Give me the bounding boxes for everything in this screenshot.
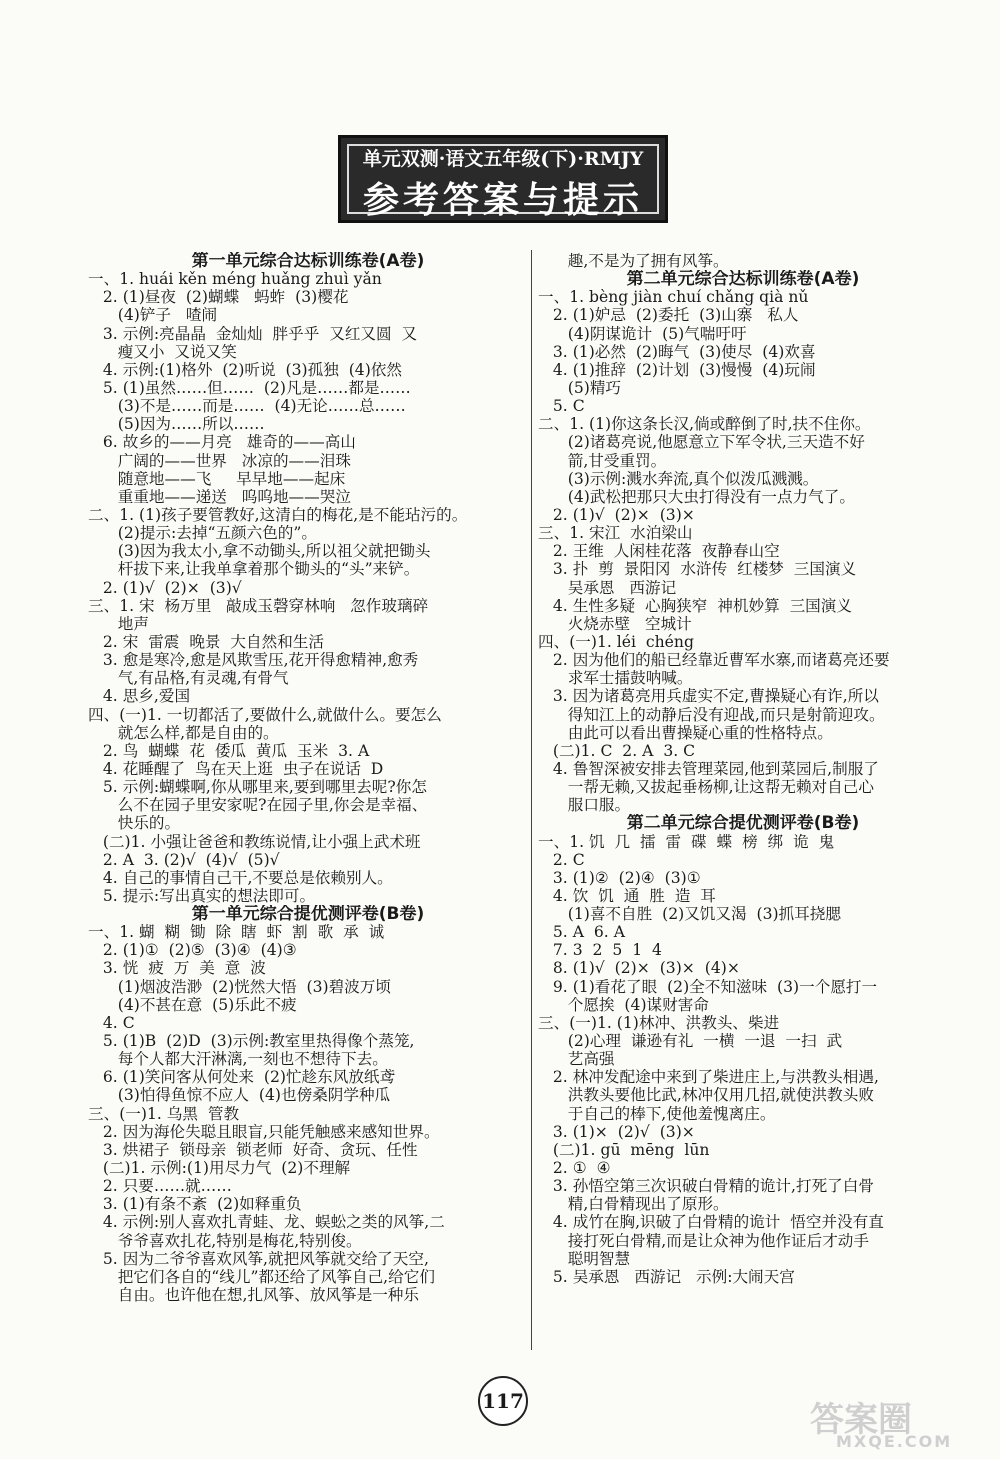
answer-line: (二)1. 示例:(1)用尽力气 (2)不理解 [88,1159,351,1178]
answer-line: 4. 鲁智深被安排去管理菜园,他到菜园后,制服了 [538,759,879,778]
answer-line: 个愿挨 (4)谋财害命 [538,995,709,1014]
answer-line: 2. 鸟 蝴蝶 花 倭瓜 黄瓜 玉米 3. A [88,741,370,760]
answer-line: 自由。也许他在想,扎风筝、放风筝是一种乐 [88,1286,419,1305]
answer-line: (4)不甚在意 (5)乐此不疲 [88,995,297,1014]
answer-line: 二、1. (1)你这条长汉,倘或醉倒了时,扶不住你。 [538,415,871,434]
answer-line: 9. (1)看花了眼 (2)全不知滋味 (3)一个愿打一 [538,977,878,996]
answer-line: 箭,甘受重罚。 [538,451,667,470]
answer-line: (3)因为我太小,拿不动锄头,所以祖父就把锄头 [88,542,431,561]
answer-line: 三、1. 宋江 水泊梁山 [538,524,693,543]
answer-line: 求军士擂鼓呐喊。 [538,669,693,688]
answer-line: 6. (1)笑问客从何处来 (2)忙趁东风放纸鸢 [88,1068,396,1087]
answer-line: 火烧赤壁 空城计 [538,614,692,633]
page-number: 117 [478,1376,528,1426]
section-heading: 第二单元综合达标训练卷(A卷) [626,270,860,289]
answer-line: 杆拔下来,让我单拿着那个锄头的“头”来铲。 [88,560,420,579]
answer-line: (3)示例:溅水奔流,真个似泼瓜溅溅。 [538,469,819,488]
answer-line: 2. 林冲发配途中来到了柴进庄上,与洪教头相遇, [538,1068,879,1087]
answer-line: 把它们各自的“线儿”都还给了风筝自己,给它们 [88,1267,435,1286]
answer-line: 2. 王维 人闲桂花落 夜静春山空 [538,542,780,561]
answer-line: (二)1. 小强让爸爸和教练说情,让小强上武术班 [88,832,421,851]
answer-line: 爷爷喜欢扎花,特别是梅花,特别俊。 [88,1231,362,1250]
answer-line: 2. 只要……就…… [88,1177,232,1196]
answer-line: 3. (1)必然 (2)晦气 (3)使尽 (4)欢喜 [538,342,816,361]
answer-line: 2. (1)妒忌 (2)委托 (3)山寨 私人 [538,306,799,325]
answer-line: 接打死白骨精,而是让众神为他作证后才动手 [538,1231,869,1250]
answer-line: 瘦又小 又说又笑 [88,342,237,361]
answer-line: 聪明智慧 [538,1249,631,1268]
answer-line: 一、1. bèng jiàn chuí chǎng qià nǔ [538,288,809,307]
answer-line: 5. 吴承恩 西游记 示例:大闹天宫 [538,1267,795,1286]
answer-line: 吴承恩 西游记 [538,578,677,597]
watermark-url: MXQE.COM [836,1432,953,1451]
answer-line: 一、1. 蝴 糊 锄 除 瞎 虾 割 歌 承 诚 [88,923,385,942]
answer-line: 三、1. 宋 杨万里 敲成玉磬穿林响 忽作玻璃碎 [88,596,429,615]
answer-line: 四、(一)1. léi chéng [538,632,694,651]
answer-line: 一、1. 饥 几 擂 雷 碟 蝶 榜 绑 诡 鬼 [538,832,835,851]
answer-line: 精,白骨精现出了原形。 [538,1195,729,1214]
answer-line: 服口服。 [538,796,631,815]
answer-line: 3. 恍 疲 万 美 意 波 [88,959,266,978]
answer-line: 3. 扑 剪 景阳冈 水浒传 红楼梦 三国演义 [538,560,857,579]
section-heading: 第二单元综合提优测评卷(B卷) [626,814,860,833]
banner-subtitle: 单元双测·语文五年级(下)·RMJY [362,148,644,170]
answer-line: 趣,不是为了拥有风筝。 [538,252,729,270]
answer-line: 5. (1)B (2)D (3)示例:教室里热得像个蒸笼, [88,1032,415,1051]
answer-line: 洪教头要他比武,林冲仅用几招,就使洪教头败 [538,1086,874,1105]
answer-line: (3)怕得鱼惊不应人 (4)也傍桑阴学种瓜 [88,1086,391,1105]
banner-title: 参考答案与提示 [362,179,643,221]
answer-line: 4. 花睡醒了 鸟在天上逛 虫子在说话 D [88,759,384,778]
right-column [538,252,948,1286]
answer-line: 2. ① ④ [538,1159,611,1178]
answer-line: 2. (1)√ (2)× (3)√ [88,578,242,597]
answer-line: 4. 饮 饥 通 胜 造 耳 [538,886,716,905]
column-divider [531,250,532,1350]
answer-line: (二)1. C 2. A 3. C [538,741,696,760]
answer-line: 3. 愈是寒冷,愈是风欺雪压,花开得愈精神,愈秀 [88,651,419,670]
answer-line: 2. A 3. (2)√ (4)√ (5)√ [88,850,280,869]
title-banner [338,135,668,223]
answer-line: (5)精巧 [538,378,622,397]
answer-line: 2. 因为他们的船已经靠近曹军水寨,而诸葛亮还要 [538,651,890,670]
answer-line: 地声 [88,614,149,633]
answer-line: (3)不是……而是…… (4)无论……总…… [88,397,406,416]
answer-line: 么不在园子里安家呢?在园子里,你会是幸福、 [88,796,428,815]
answer-line: 3. 烘裙子 锁母亲 锁老师 好奇、贪玩、任性 [88,1140,418,1159]
answer-line: (4)阴谋诡计 (5)气喘吁吁 [538,324,747,343]
answer-line: (2)心理 谦逊有礼 一横 一退 一扫 武 [538,1032,843,1051]
answer-line: 6. 故乡的——月亮 雄奇的——高山 [88,433,356,452]
answer-line: 重重地——递送 呜呜地——哭泣 [88,487,351,506]
answer-line: 4. 示例:(1)格外 (2)听说 (3)孤独 (4)依然 [88,360,402,379]
answer-line: (5)因为……所以…… [88,415,265,434]
answer-line: 2. C [538,850,585,869]
answer-line: 一帮无赖,又拔起垂杨柳,让这帮无赖对自己心 [538,778,874,797]
answer-line: (4)武松把那只大虫打得没有一点力气了。 [538,487,855,506]
answer-line: 2. 宋 雷震 晚景 大自然和生活 [88,632,324,651]
answer-line: (2)提示:去掉“五颜六色的”。 [88,524,317,543]
answer-line: 4. 示例:别人喜欢扎青蛙、龙、蜈蚣之类的风筝,二 [88,1213,445,1232]
answer-line: (2)诸葛亮说,他愿意立下军令状,三天造不好 [538,433,865,452]
answer-line: 5. A 6. A [538,923,625,942]
answer-line: (1)喜不自胜 (2)又饥又渴 (3)抓耳挠腮 [538,905,841,924]
answer-line: 于自己的棒下,使他羞愧离庄。 [538,1104,776,1123]
answer-line: 二、1. (1)孩子要管教好,这清白的梅花,是不能玷污的。 [88,505,468,524]
answer-line: 由此可以看出曹操疑心重的性格特点。 [538,723,833,742]
section-heading: 第一单元综合提优测评卷(B卷) [191,905,425,924]
answer-line: 4. 成竹在胸,识破了白骨精的诡计 悟空并没有直 [538,1213,884,1232]
answer-line: (1)烟波浩渺 (2)恍然大悟 (3)碧波万顷 [88,977,391,996]
section-heading: 第一单元综合达标训练卷(A卷) [191,252,425,271]
answer-line: (4)铲子 喳闹 [88,306,218,325]
answer-line: 2. 因为海伦失聪且眼盲,只能凭触感来感知世界。 [88,1122,440,1141]
answer-line: 三、(一)1. (1)林冲、洪教头、柴进 [538,1013,780,1032]
answer-line: 3. (1)有条不紊 (2)如释重负 [88,1195,302,1214]
answer-line: 5. C [538,397,585,416]
answer-line: 4. 思乡,爱国 [88,687,191,706]
answer-line: 广阔的——世界 冰凉的——泪珠 [88,451,351,470]
answer-line: 气,有品格,有灵魂,有骨气 [88,669,289,688]
answer-line: 3. 示例:亮晶晶 金灿灿 胖乎乎 又红又圆 又 [88,324,418,343]
answer-line: 3. 因为诸葛亮用兵虚实不定,曹操疑心有诈,所以 [538,687,879,706]
answer-line: (二)1. gū mēng lūn [538,1140,710,1159]
answer-line: 快乐的。 [88,814,181,833]
answer-line: 4. 自己的事情自己干,不要总是依赖别人。 [88,868,393,887]
answer-line: 3. (1)× (2)√ (3)× [538,1122,695,1141]
answer-line: 5. 示例:蝴蝶啊,你从哪里来,要到哪里去呢?你怎 [88,778,427,797]
answer-line: 3. (1)② (2)④ (3)① [538,868,701,887]
answer-line: 7. 3 2 5 1 4 [538,941,662,960]
answer-line: 4. (1)推辞 (2)计划 (3)慢慢 (4)玩闹 [538,360,816,379]
answer-line: 每个人都大汗淋漓,一刻也不想待下去。 [88,1050,388,1069]
answer-line: 2. (1)昼夜 (2)蝴蝶 蚂蚱 (3)樱花 [88,288,349,307]
answer-line: 四、(一)1. 一切都活了,要做什么,就做什么。要怎么 [88,705,442,724]
answer-line: 2. (1)√ (2)× (3)× [538,505,695,524]
answer-line: 就怎么样,都是自由的。 [88,723,279,742]
answer-line: 5. (1)虽然……但…… (2)凡是……都是…… [88,378,411,397]
answer-line: 2. (1)① (2)⑤ (3)④ (4)③ [88,941,297,960]
answer-line: 得知江上的动静后没有迎战,而只是射箭迎攻。 [538,705,885,724]
answer-line: 8. (1)√ (2)× (3)× (4)× [538,959,740,978]
answer-line: 4. C [88,1013,135,1032]
answer-line: 随意地——飞 早早地——起床 [88,469,346,488]
answer-line: 3. 孙悟空第三次识破白骨精的诡计,打死了白骨 [538,1177,874,1196]
answer-line: 艺高强 [538,1050,615,1069]
answer-line: 5. 提示:写出真实的想法即可。 [88,886,316,905]
watermark-logo: 答案圈 [810,1400,912,1440]
answer-line: 4. 生性多疑 心胸狭窄 神机妙算 三国演义 [538,596,852,615]
answer-line: 三、(一)1. 乌黑 管教 [88,1104,240,1123]
answer-line: 5. 因为二爷爷喜欢风筝,就把风筝就交给了天空, [88,1249,429,1268]
answer-line: 一、1. huái kěn méng huǎng zhuì yǎn [88,270,382,289]
left-column [88,252,528,1304]
